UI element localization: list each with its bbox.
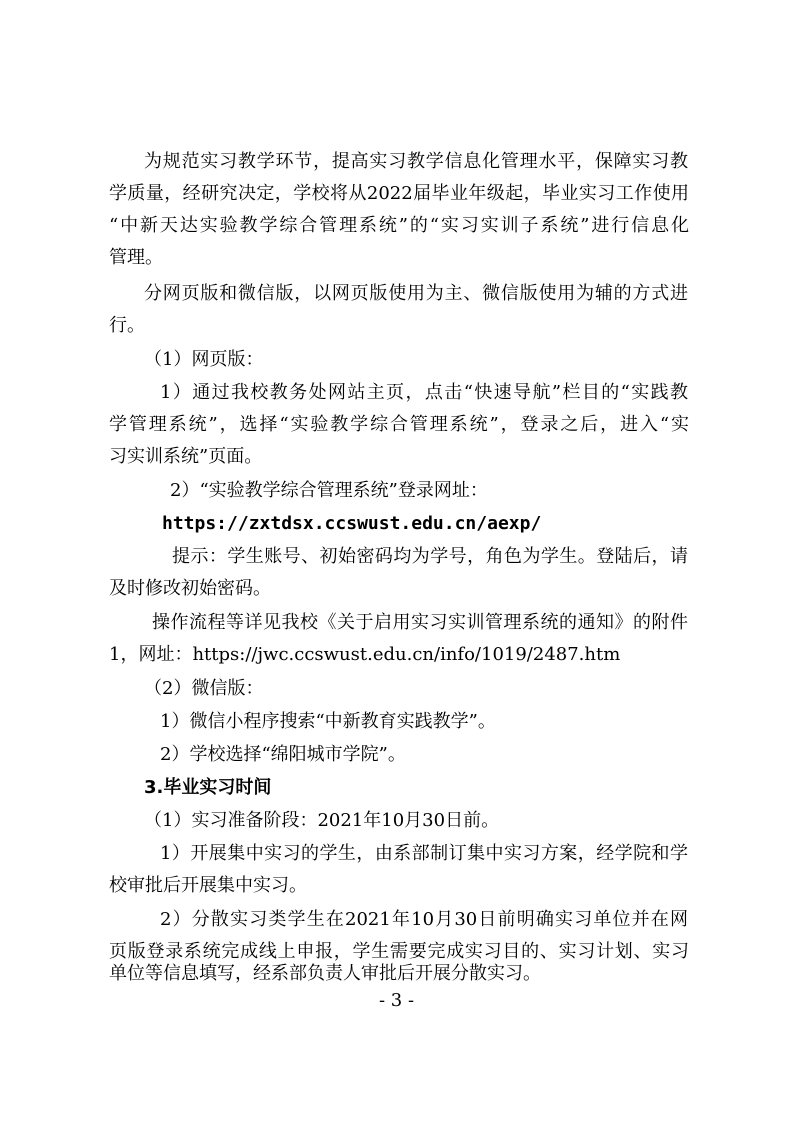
paragraph-8-line-1: 操作流程等详见我校《关于启用实习实训管理系统的通知》的附件 bbox=[152, 612, 688, 633]
paragraph-14-line-1: 2）分散实习类学生在2021年10月30日前明确实习单位并在网 bbox=[160, 909, 688, 930]
paragraph-2-line-2: 行。 bbox=[109, 315, 145, 336]
paragraph-14-line-2: 页版登录系统完成线上申报，学生需要完成实习目的、实习计划、实习 bbox=[109, 941, 689, 962]
paragraph-13-line-2: 校审批后开展集中实习。 bbox=[109, 875, 307, 896]
paragraph-13-line-1: 1）开展集中实习的学生，由系部制订集中实习方案，经学院和学 bbox=[160, 843, 688, 864]
paragraph-1-line-3: “中新天达实验教学综合管理系统”的“实习实训子系统”进行信息化 bbox=[109, 215, 689, 236]
paragraph-4-line-2: 学管理系统”，选择“实验教学综合管理系统”，登录之后，进入“实 bbox=[109, 414, 689, 435]
page-number: - 3 - bbox=[378, 990, 415, 1011]
paragraph-7-line-1: 提示：学生账号、初始密码均为学号，角色为学生。登陆后，请 bbox=[172, 546, 688, 567]
paragraph-8-line-2: 1，网址：https://jwc.ccswust.edu.cn/info/1019/2487.htm bbox=[109, 644, 621, 665]
paragraph-1-line-2: 学质量，经研究决定，学校将从2022届毕业年级起，毕业实习工作使用 bbox=[109, 183, 689, 204]
section-heading-internship-time: 3.毕业实习时间 bbox=[144, 777, 272, 798]
paragraph-7-line-2: 及时修改初始密码。 bbox=[109, 578, 271, 599]
wechat-step-2: 2）学校选择“绵阳城市学院”。 bbox=[160, 744, 406, 765]
preparation-stage: （1）实习准备阶段：2021年10月30日前。 bbox=[144, 810, 500, 831]
paragraph-4-line-3: 习实训系统”页面。 bbox=[109, 446, 263, 467]
paragraph-1-line-1: 为规范实习教学环节，提高实习教学信息化管理水平，保障实习教 bbox=[144, 151, 688, 172]
wechat-step-1: 1）微信小程序搜索“中新教育实践教学”。 bbox=[160, 711, 496, 732]
wechat-version-heading: （2）微信版： bbox=[144, 678, 264, 699]
paragraph-1-line-4: 管理。 bbox=[109, 247, 163, 268]
paragraph-14-line-3: 单位等信息填写，经系部负责人审批后开展分散实习。 bbox=[109, 963, 541, 984]
paragraph-2-line-1: 分网页版和微信版，以网页版使用为主、微信版使用为辅的方式进 bbox=[144, 283, 688, 304]
paragraph-4-line-1: 1）通过我校教务处网站主页，点击“快速导航”栏目的“实践教 bbox=[160, 382, 688, 403]
login-url-link[interactable]: https://zxtdsx.ccswust.edu.cn/aexp/ bbox=[162, 513, 542, 534]
web-version-heading: （1）网页版： bbox=[144, 349, 264, 370]
login-url-label: 2）“实验教学综合管理系统”登录网址： bbox=[170, 480, 488, 501]
